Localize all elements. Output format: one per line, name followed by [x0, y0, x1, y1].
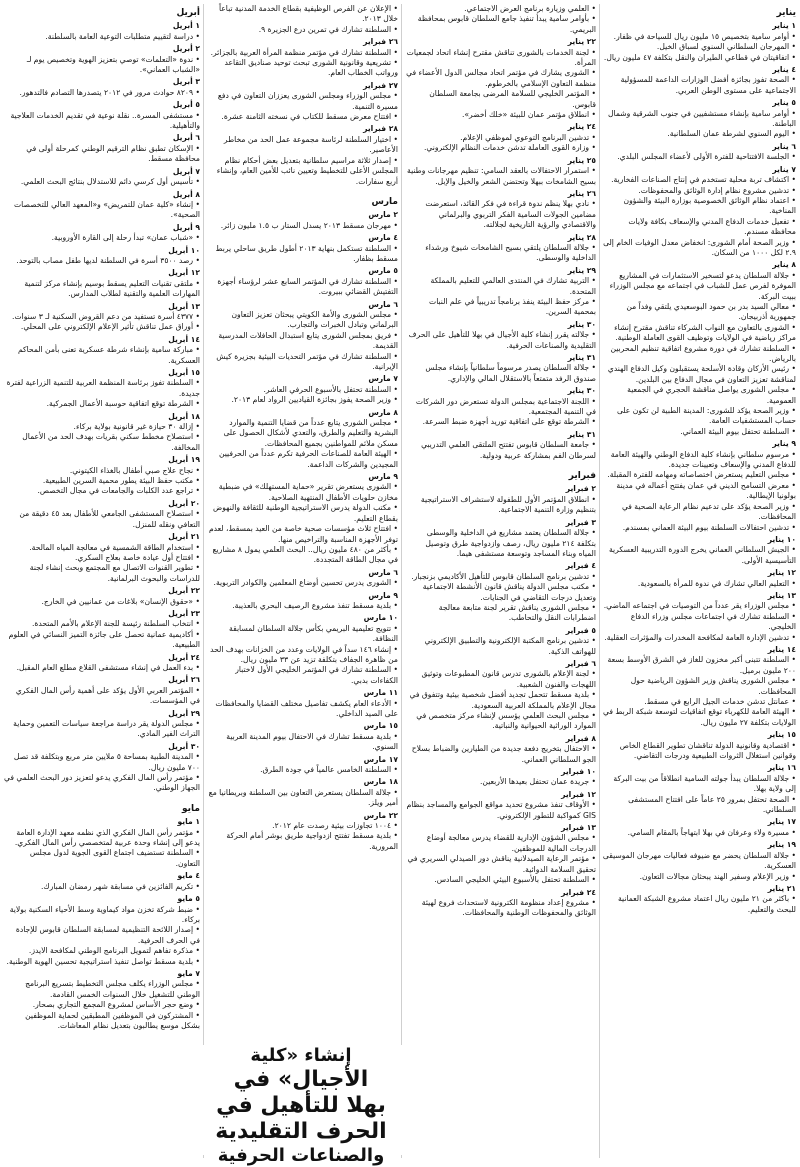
news-item: • الصحة تحتفل بمرور ٢٥ عاماً على افتتاح المستشفى السلطاني. [602, 795, 796, 816]
news-item: • أوراق عمل تناقش تأثير الإعلام الإلكتروني على المحلي. [4, 322, 200, 332]
entry-date: ٥ مايو [177, 894, 200, 904]
entry-date: ٨ يناير [772, 260, 796, 270]
entry-date: ٩ مارس [368, 590, 398, 600]
block-spacer [602, 915, 796, 921]
news-item: • تدشين برنامج السلطان قابوس للتأهيل الأكاديمي بزنجبار. [406, 572, 596, 582]
news-item: • مستشفى المسرة.. نقلة نوعية في تقديم الخدمات العلاجية والتأهيلية. [4, 111, 200, 132]
news-item: • بأوامر سامية يبدأ تنفيذ جامع السلطان قابوس بمحافظة البريمي. [406, 14, 596, 35]
entry-date: ٢٦ أبريل [168, 675, 200, 685]
news-item: • مكتب حفظ البيئة يطور محمية السرين الطبيعية. [4, 476, 200, 486]
entry-date: ٣٠ يناير [567, 386, 596, 396]
entry-date: ٢٨ فبراير [363, 124, 398, 134]
entry-date: ٧ مارس [368, 374, 398, 384]
news-item: • الشورى بالتعاون مع النواب الشركاء تناقش مقترح إنشاء مراكز رياضية في الولايات وتوظيف القوى العاملة الوطنية. [602, 323, 796, 344]
headline-line: الأجيال» في [233, 1067, 369, 1092]
news-item: • مباركة سامية بإنشاء شرطة عسكرية تعنى بأمن المحاكم العسكرية. [4, 345, 200, 366]
news-item: • مكتب مجلس الدولة يناقش قانون الأنشطة الاجتماعية وتعديل درجات التقاضي في الجنايات. [406, 582, 596, 603]
news-item: • اليوم السنوي لشرطة عمان السلطانية. [602, 129, 796, 139]
entry-date: ٤ يناير [772, 65, 796, 75]
news-item: • رئيس الأركان وقادة الأسلحة يستقبلون وكيل الدفاع الهندي لمناقشة تعزيز التعاون في مجال الدفاع بين البلدين. [602, 364, 796, 385]
news-item: • مجلس الشورى يواصل مناقشة الحجري في الجمعية العمومية. [602, 385, 796, 406]
news-item: • تدشين برنامج المكتبة الإلكترونية والتطبيق الإلكتروني للهواتف الذكية. [406, 636, 596, 657]
news-item: • بلدية مسقط تشارك في الاحتفال بيوم المدينة العربية السنوي. [208, 732, 398, 753]
entry-date: ٦ يناير [772, 141, 796, 151]
entry-date: ٥ أبريل [172, 100, 200, 110]
entry-date: ٢١ يناير [767, 883, 796, 893]
entry-date: ٩ يناير [772, 439, 796, 449]
entry-date: ٢٢ مارس [363, 810, 398, 820]
month-heading: أبريل [176, 8, 200, 18]
news-item: • الجيش السلطاني العماني يخرج الدورة التدريبية العسكرية التأسيسية الأولى. [602, 545, 796, 566]
news-item: • المدينة الطبية بمساحة ٥ ملايين متر مربع وبتكلفة قد تصل ٧٠٠ مليون ريال. [4, 752, 200, 773]
news-item: • تراجع عدد الكلبات والجامعات في مجال التخصص. [4, 486, 200, 496]
news-item: • مؤتمر رأس المال الفكري يدعو لتعزيز دور البحث العلمي في الجهاز الوطني. [4, 773, 200, 794]
news-item: • تدشين احتفالات السلطنة بيوم البيئة العماني بمسندم. [602, 523, 796, 533]
news-item: • ملتقى تقنيات التعليم يسقط بوسيم بإنشاء مركز لتنمية المهارات العلمية والتقنية لطلاب المدارس. [4, 279, 200, 300]
news-item: • إنشاء «كلية عمان للتمريض» و«المعهد العالي للتخصصات الصحية». [4, 200, 200, 221]
news-item: • أوامر سامية بتخصيص ١٥ مليون ريال للسياحة في ظفار. [602, 32, 796, 42]
block-spacer [208, 852, 398, 858]
entry-date: ٢ أبريل [172, 44, 200, 54]
entry-date: ٦ أبريل [172, 133, 200, 143]
news-item: • تتويج تعليمية البريمي بكأس جلالة السلطان لمسابقة النظافة. [208, 624, 398, 645]
news-item: • جلالة السلطان يلتقي بسيح الشامخات شيوخ ورشداء الداخلية والوسطى. [406, 243, 596, 264]
news-item: • مجلس الشورى يناقش وزير الشؤون الرياضية حول المحافظات. [602, 676, 796, 697]
entry-date: ٢٦ فبراير [363, 37, 398, 47]
news-item: • السلطنة تشارك في تمرين درع الجزيرة ٩. [208, 25, 398, 35]
entry-date: ٢ فبراير [565, 484, 596, 494]
news-item: • وزير الصحة أمام الشورى: انخفاض معدل الوفيات الخام إلى ٢.٩ لكل ١٠٠٠ من السكان. [602, 238, 796, 259]
entry-date: ٢٥ يناير [567, 155, 596, 165]
news-item: • جلالة السلطان يبدأ جولته السامية انطلاقاً من بيت البركة إلى ولاية بهلا. [602, 774, 796, 795]
entry-date: ١٠ فبراير [561, 767, 596, 777]
news-item: • مجلس الدولة يقر دراسة مراجعة سياسات التعمين وحماية التراث الفير المادي. [4, 719, 200, 740]
news-item: • جلالة السلطان يدعو لتسخير الاستثمارات في المشاريع الموفرة لفرص عمل للشباب في اجتماعه مع مجلس الوزراء ببيت البركة. [602, 271, 796, 302]
entry-date: ٧ يناير [772, 164, 796, 174]
news-item: • السلطنة تشارك في المؤتمر السابع عشر لرؤساء أجهزة التفتيش القضائي ببيروت. [208, 277, 398, 298]
entry-date: ١٨ مارس [363, 777, 398, 787]
entry-date: ٢٩ يناير [567, 265, 596, 275]
news-item: • ندوة «التعلمات» توصي بتعزيز الهوية وتخصيص يوم لـ «الشباب العماني». [4, 55, 200, 76]
news-item: • لجنة الإعلام بالشورى تدرس قانون المطبوعات وتوثيق اللهجات والفنون الشعبية. [406, 669, 596, 690]
news-item: • ضبط شركة تخزن مواد كيماوية وسط الأحياء السكنية بولاية بركاء. [4, 905, 200, 926]
news-item: • تدشين الإدارة العامة لمكافحة المخدرات والمؤثرات العقلية. [602, 633, 796, 643]
news-item: • جلالة السلطان يعتمد مشاريع في الداخلية والوسطى بتكلفة ٢١٤ مليون ريال، رصف وازدواجية طرق وتوصيل المياه وبناء المساجد وتوسعة مستشفى هيما. [406, 528, 596, 559]
news-item: • السلطنة تتبنى أكبر مخزون للغاز في الشرق الأوسط بسعة ٢٠٠ مليون برميل. [602, 655, 796, 676]
entry-date: ٢ مارس [368, 210, 398, 220]
headline-callout [196, 1045, 406, 1166]
news-item: • الشورى يشارك في مؤتمر اتحاد مجالس الدول الأعضاء في منظمة التعاون الإسلامي بالخرطوم. [406, 68, 596, 89]
news-item: • مشروع إعداد منظومة الكترونية لاستحداث فروع لهيئة الوثائق والمحفوظات الوطنية والمحافظات. [406, 898, 596, 919]
news-item: • مجلس الوزراء يقر عدداً من التوصيات في اجتماعه الماضي. [602, 601, 796, 611]
news-item: • تفعيل خدمات الدفاع المدني والإسعاف بكافة ولايات محافظة مسندم. [602, 217, 796, 238]
entry-date: ١٥ أبريل [168, 368, 200, 377]
block-spacer [208, 187, 398, 193]
entry-date: ٧ أبريل [172, 166, 200, 176]
entry-date: ١٣ فبراير [561, 823, 596, 833]
news-item: • وزير الصحة يؤكد للشورى: المدينة الطبية لن تكون على حساب المستشفيات العامة. [602, 406, 796, 427]
headline-line: والصناعات الحرفية [217, 1145, 385, 1166]
entry-date: ١٠ يناير [767, 534, 796, 544]
entry-date: ٨ أبريل [172, 189, 200, 199]
news-item: • بأكثر من ٤٨٠ مليون ريال.. البحث العلمي يمول ٨ مشاريع في مجال الطاقة المتجددة. [208, 545, 398, 566]
news-item: • استمرار الاحتفالات بالعقد السامي: تنظيم مهرجانات وطنية بسيح الشامخات ببهلا وتحتضن الشعر والخيل والإبل. [406, 166, 596, 187]
news-item: • جلالة السلطان يستعرض التعاون بين السلطنة وبريطانيا مع أمير ويلز. [208, 788, 398, 809]
news-item: • السلطنة تشارك في المؤتمر الخليجي الأول لاختبار الكفاءات بدبي. [208, 665, 398, 686]
entry-date: ١٩ أبريل [168, 455, 200, 465]
news-item: • مركز حفظ البيئة ينفذ برنامجاً تدريبياً في علم النبات بمحمية السرين. [406, 297, 596, 318]
news-item: • التربية تشارك في المنتدى العالمي للتعليم بالمملكة المتحدة. [406, 276, 596, 297]
news-item: • انطلاق المؤتمر الأول للطفولة لاستشراف الاستراتيجية بتنظيم وزارة التنمية الاجتماعية. [406, 495, 596, 516]
news-item: • لجنة الخدمات بالشورى تناقش مقترح إنشاء اتحاد لجمعيات المرأة. [406, 48, 596, 69]
news-item: • نادي بهلا ينظم ندوة قراءة في فكر القائد، استعرضت مضامين الجولات السامية الفكر التربوي والبرلماني والاقتصادي والرؤية التاريخية لجلالته. [406, 199, 596, 230]
news-item: • وزير الصحة يؤكد على تدعيم نظام الرعاية الصحية في المحافظات. [602, 502, 796, 523]
news-item: • تكريم الفائزين في مسابقة شهر رمضان المبارك. [4, 882, 200, 892]
news-item: • السلطنة تشارك في دورة مشروع اتفاقية تنظيم المحربين بالرياض. [602, 344, 796, 365]
entry-date: ٨ مارس [368, 407, 398, 417]
news-item: • الشورى يستعرض تقرير «حماية المستهلك» في ضبطية مخازن حلويات الأطفال المنتهية الصلاحية. [208, 482, 398, 503]
news-item: • مجلس الشورى يتابع عدداً من قضايا التنمية والموارد البشرية والتعليم والطرق، والتعدي لأشكال الحصول على مسكن ملائم للمواطنين بجميع المحافظات. [208, 418, 398, 449]
entry-date: ٢٦ يناير [567, 188, 596, 198]
entry-date: ١٣ يناير [767, 590, 796, 600]
news-item: • مؤتمر رأس المال الفكري الذي نظمه معهد الإدارة العامة يدعو إلى إنشاء وحدة عربية لمتخصصي رأس المال الفكري. [4, 828, 200, 849]
news-item: • الشورى يدرس تحسين أوضاع المعلمين والكوادر التربوية. [208, 578, 398, 588]
entry-date: ١٤ يناير [767, 644, 796, 654]
news-item: • المؤتمر الخليجي للسلامة المرضى بجامعة السلطان قابوس. [406, 89, 596, 110]
entry-date: ٢٩ أبريل [168, 708, 200, 718]
timeline-column-1 [602, 4, 796, 1158]
news-item: • انتخاب السلطنة رئيسة للجنة الإعلام بالأمم المتحدة. [4, 619, 200, 629]
entry-date: ١٥ مارس [363, 721, 398, 731]
entry-date: ١ أبريل [172, 21, 200, 31]
news-item: • اتفاقيتان في قطاعي الطيران والنقل بتكلفة ٤٧ مليون ريال. [602, 53, 796, 63]
news-item: • اللجنة الاجتماعية بمجلس الدولة تستعرض دور الشركات في التنمية المجتمعية. [406, 397, 596, 418]
news-item: • مجلس التعليم يستعرض اختصاصاته ومهامه للفترة المقبلة. [602, 470, 796, 480]
news-item: • ٨٢٠٩ حوادث مرور في ٢٠١٢ يتصدرها التصادم فالتدهور. [4, 88, 200, 98]
entry-date: ٢٣ أبريل [168, 608, 200, 618]
news-item: • أوامر سامية بإنشاء مستشفيين في جنوب الشرقية وشمال الباطنة. [602, 109, 796, 130]
news-item: • تأسيس أول كرسي دائم للاستدلال بنتائج البحث العلمي. [4, 177, 200, 187]
news-item: • مجلس الوزراء يكلف مجلس التخطيط بتسريع البرنامج الوطني للتشغيل خلال السنوات الخمس القادمة. [4, 979, 200, 1000]
news-item: • السلطنة تفوز برئاسة المنظمة العربية للتنمية الزراعية لفترة جديدة. [4, 378, 200, 399]
entry-date: ١٠ مارس [363, 613, 398, 623]
news-item: • عمانتل تدشن خدمات الجيل الرابع في مسقط. [602, 697, 796, 707]
entry-date: ٩ مارس [368, 472, 398, 482]
news-item: • ٤٣٧٧ أسرة تستفيد من دعم القروض السكنية لـ ٣ سنوات. [4, 312, 200, 322]
news-item: • وزير الإعلام وسفير الهند يبحثان مجالات التعاون. [602, 872, 796, 882]
news-item: • الصحة تفوز بجائزة أفضل الوزارات الداعمة للمسؤولية الاجتماعية على مستوى الوطن العربي. [602, 75, 796, 96]
entry-date: ٦ مارس [368, 299, 398, 309]
entry-date: ١١ مارس [363, 688, 398, 698]
news-item: • المشتركون في الموظفين المطبقين لحماية الموظفين بشكل موسع يطالبون بتعديل نظام المعاشات. [4, 1011, 200, 1032]
entry-date: ٤ مارس [368, 233, 398, 243]
entry-date: ٣٠ أبريل [168, 741, 200, 751]
timeline-column-2 [406, 4, 596, 1158]
entry-date: ٤ مايو [177, 871, 200, 881]
news-item: • الأدعاء العام يكشف تفاصيل مختلف القضايا والمحافظات على الصيد الداخلي. [208, 699, 398, 720]
news-item: • رصد ٣٥٠٠ أسرة في السلطنة لديها طفل مصاب بالتوحد. [4, 256, 200, 266]
entry-date: ٢٤ يناير [567, 122, 596, 132]
news-item: • جلالة السلطان يحضر مع ضيوفه فعاليات مهرجان الموسيقى العسكرية. [602, 851, 796, 872]
news-item: • وضع حجر الأساس لمشروع المجمع التجاري بصحار. [4, 1000, 200, 1010]
news-item: • المهرجان السلطاني السنوي لسباق الخيل. [602, 42, 796, 52]
entry-date: ٣١ يناير [567, 353, 596, 362]
news-item: • الإعلان عن الفرص الوظيفية بقطاع الخدمة المدنية تباعاً خلال ٢٠١٣. [208, 4, 398, 25]
news-item: • «حقوق الإنسان» بلاغات من عمانيين في الخارج. [4, 597, 200, 607]
news-item: • السلطنة تشارك في اجتماعات مجلس وزراء الدفاع الخليجي. [602, 612, 796, 633]
news-item: • السلطنة الخامس عالمياً في جودة الطرق. [208, 765, 398, 775]
news-item: • جلالته يقرر إنشاء كلية الأجيال في بهلا للتأهيل على الحرف التقليدية والصناعات الحرفية. [406, 330, 596, 351]
entry-date: ١٤ أبريل [168, 334, 200, 344]
news-item: • افتتاح معرض مسقط للكتاب في نسخته الثامنة عشرة. [208, 112, 398, 122]
entry-date: ١٥ يناير [767, 730, 796, 740]
block-spacer [406, 461, 596, 467]
news-item: • إصدار ثلاثة مراسيم سلطانية بتعديل بعض أحكام نظام المجلس الأعلى للتخطيط وتعيين نائب للأمين العام، وإنشاء أربع سفارات. [208, 156, 398, 187]
entry-date: ٨ فبراير [565, 733, 596, 743]
month-heading: فبراير [568, 471, 596, 482]
headline-line: إنشاء «كلية [250, 1045, 352, 1066]
block-spacer [4, 794, 200, 800]
news-item: • جريدة عمان تحتفل بعيدها الأربعين. [406, 777, 596, 787]
news-item: • تدشين مشروع نظام إدارة الوثائق والمحفوظات. [602, 186, 796, 196]
entry-date: ٣٠ يناير [567, 319, 596, 329]
entry-date: ٩ أبريل [172, 222, 200, 232]
news-item: • نجاح علاج صبي أطفال بالغذاء الكيتوني. [4, 466, 200, 476]
entry-date: ١ مايو [177, 817, 200, 827]
entry-date: ٥ يناير [772, 98, 796, 108]
news-item: • فريق بمجلس الشورى يتابع استبدال الحافلات المدرسية القديمة. [208, 331, 398, 352]
news-item: • اعتماد نظام الوثائق الخصوصية بوزارة البيئة والشؤون المناخية. [602, 196, 796, 217]
entry-date: ١ يناير [772, 21, 796, 31]
news-item: • افتتاح أول عيادة خاصة بعلاج السكري. [4, 553, 200, 563]
news-item: • الأوقاف تنفذ مشروع تحديد مواقع الجوامع والمساجد بنظام GIS كمواكبة للتطور الإلكتروني. [406, 800, 596, 821]
news-item: • إنشاء ١٤٦ سداً في الولايات وعدد من الخزانات بهدف الحد من ظاهرة الجفاف بتكلفة تزيد عن ٣٣ مليون ريال. [208, 645, 398, 666]
news-item: • جامعة السلطان قابوس تفتتح الملتقى العلمي التدريبي لسرطان الفم بمشاركة عربية ودولية. [406, 440, 596, 461]
news-item: • تدشين البرنامج التوعوي لموظفي الإعلام. [406, 133, 596, 143]
news-item: • اختيار السلطنة لرئاسة مجموعة عمل الحد من مخاطر الأعاصير. [208, 135, 398, 156]
entry-date: ١٧ مارس [363, 754, 398, 764]
news-item: • مجلس البحث العلمي يؤسس لإنشاء مركز متخصص في الموارد الوراثية الحيوانية والنباتية. [406, 711, 596, 732]
news-item: • معالي السيد بدر بن حمود البوسعيدي يلتقي وفداً من جمهورية أذربيجان. [602, 302, 796, 323]
news-item: • مجلس الوزراء ومجلس الشورى يعززان التعاون في دفع مسيرة التنمية. [208, 91, 398, 112]
entry-date: ٢٨ يناير [567, 232, 596, 242]
news-item: • السلطنة تستكمل بنهاية ٢٠١٣ أطول طريق ساحلي يربط مسقط بظفار. [208, 244, 398, 265]
news-item: • وزارة القوى العاملة تدشن خدمات النظام الإلكتروني. [406, 143, 596, 153]
entry-date: ١٠ أبريل [168, 245, 200, 255]
news-item: • استخدام الطاقة الشمسية في معالجة المياه المالحة. [4, 543, 200, 553]
entry-date: ٣ أبريل [172, 77, 200, 87]
entry-date: ٢٤ فبراير [561, 887, 596, 897]
entry-date: ٥ مارس [368, 266, 398, 276]
news-item: • إصدار اللائحة التنظيمية لمسابقة السلطان قابوس للإجادة في الحرف الحرفية. [4, 925, 200, 946]
news-item: • مهرجان مسقط ٢٠١٣ يسدل الستار ب ١.٥ مليون زائر. [208, 221, 398, 231]
block-spacer [4, 1031, 200, 1037]
timeline-column-4 [4, 4, 200, 1158]
news-item: • الاحتفال بتخريج دفعة جديدة من الطيارين والضباط بسلاح الجو السلطاني العماني. [406, 744, 596, 765]
news-item: • الشرطة توقع اتفاقية حوسبة الأعمال الجمركية. [4, 399, 200, 409]
news-item: • تطوير القنوات الاتصال مع المجتمع وبحث إنشاء لجنة للدراسات والبحوث البرلمانية. [4, 563, 200, 584]
news-item: • «شباب عمان» تبدأ رحلة إلى القارة الأوروبية. [4, 233, 200, 243]
entry-date: ٦ مارس [368, 567, 398, 577]
news-item: • تشريعية وقانونية الشورى تبحث توحيد صناديق التقاعد ورواتب الخطاب العام. [208, 58, 398, 79]
column-divider [599, 4, 600, 1158]
column-divider [203, 4, 204, 1158]
news-item: • الهيئة العامة للصناعات الحرفية تكرم عدداً من الحرفيين المجيدين والشركات الداعمة. [208, 449, 398, 470]
entry-date: ٣١ يناير [567, 429, 596, 439]
news-item: • مكتب الدولة يدرس الاستراتيجية الوطنية للثقافة والنهوض بقطاع التعليم. [208, 503, 398, 524]
month-heading: يناير [776, 8, 796, 18]
news-item: • مرسوم سلطاني بإنشاء كلية الدفاع الوطني والهيئة العامة للدفاع المدني والإسعاف وتعيينات جديدة. [602, 450, 796, 471]
entry-date: ٦ فبراير [565, 658, 596, 668]
news-item: • التعليم العالي تشارك في ندوة للمرأة بالسعودية. [602, 579, 796, 589]
news-item: • استصلاح المستشفى الجامعي للأطفال بعد ٤٥ دقيقة من التعافي ونقله للمنزل. [4, 509, 200, 530]
column-divider [401, 4, 402, 1158]
news-item: • دراسة لتقييم متطلبات التوعية العامة بالسلطنة. [4, 32, 200, 42]
news-item: • باكثر من ٢١ مليون ريال اعتماد مشروع الشبكة العمانية للبحث والتعليم. [602, 894, 796, 915]
headline-line: بهلا للتأهيل في [216, 1093, 386, 1118]
entry-date: ٧ مايو [177, 968, 200, 978]
news-item: • بلدية مسقط تنفذ مشروع الرصيف البحري بالعذيبة. [208, 601, 398, 611]
entry-date: ١٧ يناير [767, 817, 796, 827]
entry-date: ٢٧ فبراير [363, 80, 398, 90]
month-heading: مايو [182, 803, 200, 814]
news-item: • اكتشاف تربة محلية تستخدم في إنتاج الصناعات الفخارية. [602, 175, 796, 185]
news-item: • انطلاق مؤتمر عمان للبيئة «خلك أخضر». [406, 110, 596, 120]
timeline-column-3 [208, 4, 398, 1158]
block-spacer [406, 919, 596, 925]
news-item: • ١٠٠٤ تجاوزات بيئية رصدت عام ٢٠١٢. [208, 821, 398, 831]
entry-date: ١٢ أبريل [168, 268, 200, 278]
entry-date: ٢٢ أبريل [168, 586, 200, 596]
month-heading: مارس [371, 196, 398, 207]
news-item: • مذكرة تفاهم لتمويل البرنامج الوطني لمكافحة الايدز. [4, 946, 200, 956]
entry-date: ١٢ فبراير [561, 789, 596, 799]
entry-date: ٢١ أبريل [168, 532, 200, 542]
news-item: • العلمي وزيارة برنامج العرض الاجتماعي. [406, 4, 596, 14]
news-item: • بلدية مسقط تواصل تنفيذ استراتيجية تحسين الهوية الوطنية. [4, 957, 200, 967]
news-item: • جلالة السلطان يصدر مرسوماً سلطانياً بإنشاء مجلس صندوق الرفد متمتعاً بالاستقلال المالي والإداري. [406, 363, 596, 384]
news-item: • افتتاح ثلاث مؤسسات صحية خاصة من العيد بمسقط، لعدم توفر الأجهزة المناسبة والتراخيص منها. [208, 524, 398, 545]
entry-date: ٢٤ أبريل [168, 652, 200, 662]
entry-date: ٢٠ أبريل [168, 498, 200, 508]
news-item: • الهيئة العامة للكهرباء توقع اتفاقيات لتوسعة شبكة الربط في الولايات بتكلفة ٢٧ مليون ريال. [602, 707, 796, 728]
news-item: • وزير الصحة يفوز بجائزة القياديين الرواد لعام ٢٠١٣. [208, 395, 398, 405]
news-item: • الشرطة توقع على اتفاقية توريد أجهزة ضبط السرعة. [406, 417, 596, 427]
news-item: • مجلس الشؤون الإدارية للقضاء يدرس معالجة أوضاع الدرجات المالية للموظفين. [406, 833, 596, 854]
news-item: • الإسكان تطبق نظام الترقيم الوطني كمرحلة أولى في محافظة مسقط. [4, 144, 200, 165]
news-item: • السلطنة تشارك في مؤتمر التحديات البيئية بجزيرة كيش الإيرانية. [208, 352, 398, 373]
entry-date: ١٩ يناير [767, 840, 796, 850]
entry-date: ١٣ أبريل [168, 301, 200, 311]
entry-date: ٣ فبراير [565, 517, 596, 527]
news-item: • بدء العمل في إنشاء مستشفى القلاع مطلع العام المقبل. [4, 663, 200, 673]
news-item: • بلدية مسقط تفتتح ازدواجية طريق بوشر أمام الحركة المرورية. [208, 831, 398, 852]
news-item: • بلدية مسقط تتحمل تجديد أفضل شخصية بيئية وتتفوق في مجال الإعلام بالمملكة العربية السعودية. [406, 690, 596, 711]
news-item: • المؤتمر العربي الأول يؤكد على أهمية رأس المال الفكري في المؤسسات. [4, 686, 200, 707]
entry-date: ٤ فبراير [565, 561, 596, 571]
news-item: • الجلسة الافتتاحية للفترة الأولى لأعضاء المجلس البلدي. [602, 152, 796, 162]
headline-line: الحرف التقليدية [215, 1119, 387, 1144]
entry-date: ١٢ يناير [767, 568, 796, 578]
news-item: • مجلس الشورى والأمة الكويتي يبحثان تعزيز التعاون البرلماني وتبادل الخبرات والتجارب. [208, 310, 398, 331]
entry-date: ٢٢ يناير [567, 37, 596, 47]
news-item: • السلطنة تحتفل بيوم البيئة العماني. [602, 427, 796, 437]
news-item: • السلطنة تحتفل بالأسبوع البيئي الخليجي السادس. [406, 875, 596, 885]
news-item: • اقتصادية وقانونية الدولة تناقشان تطوير القطاع الخاص وقوانين استغلال الثروات الطبيعية ودرجات التقاضي. [602, 741, 796, 762]
news-item: • معرض التسامح الديني في عمان يفتتح أعماله في مدينة بولونيا الإيطالية. [602, 481, 796, 502]
entry-date: ١٨ أبريل [168, 411, 200, 421]
entry-date: ٥ فبراير [565, 625, 596, 635]
news-item: • السلطنة تستضيف اجتماع القوى الجوية لدول مجلس التعاون. [4, 848, 200, 869]
news-item: • مجلس الشورى يناقش تقرير لجنة متابعة معالجة اضطرابات النقل والتحاطب. [406, 603, 596, 624]
news-item: • أكاديمية عمانية تحصل على جائزة التميز النسائي في العلوم الطبيعية. [4, 630, 200, 651]
news-item: • استصلاح مخطط سكني بقريات بهدف الحد من الأعمال المخالفة. [4, 432, 200, 453]
entry-date: ١٦ يناير [767, 763, 796, 773]
news-item: • السلطنة تحتفل بالأسبوع الحرفي العاشر. [208, 385, 398, 395]
news-item: • مؤتمر الرعاية الصيدلانية يناقش دور الصيدلي السريري في تحقيق السلامة الدوائية. [406, 854, 596, 875]
news-item: • مسيرة ولاء وعرفان في بهلا ابتهاجاً بالمقام السامي. [602, 828, 796, 838]
news-item: • السلطنة تشارك في مؤتمر منظمة المرأة العربية بالجزائر. [208, 48, 398, 58]
news-item: • إزالة ٣٠ حيازة غير قانونية بولاية بركاء. [4, 422, 200, 432]
